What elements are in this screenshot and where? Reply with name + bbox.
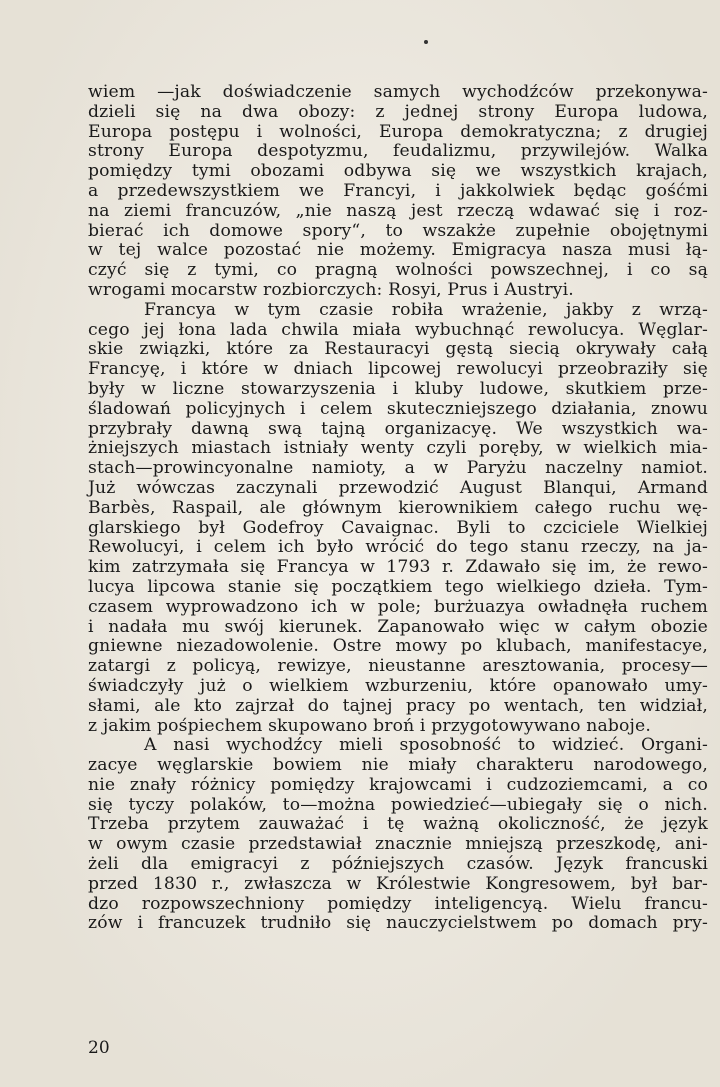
text-line: dzo rozpowszechniony pomiędzy inteligencyą. Wielu francu-: [88, 893, 708, 914]
text-line: lucya lipcowa stanie się początkiem tego wielkiego dzieła. Tym-: [88, 576, 708, 597]
text-line: pomiędzy tymi obozami odbywa się we wszystkich krajach,: [88, 161, 708, 182]
text-line: żeli dla emigracyi z późniejszych czasów. Język francuski: [88, 854, 708, 875]
text-line: a przedewszystkiem we Francyi, i jakkolwiek będąc gośćmi: [88, 180, 708, 201]
text-line: A nasi wychodźcy mieli sposobność to widzieć. Organi-: [144, 735, 708, 756]
text-line: żniejszych miastach istniały wenty czyli poręby, w wielkich mia-: [88, 438, 708, 459]
body-text: [88, 83, 708, 934]
text-line: zów i francuzek trudniło się nauczycielstwem po domach pry-: [88, 913, 708, 934]
text-line: gniewne niezadowolenie. Ostre mowy po klubach, manifestacye,: [88, 636, 708, 657]
text-line: zatargi z policyą, rewizye, nieustanne aresztowania, procesy—: [88, 656, 708, 677]
text-line: słami, ale kto zajrzał do tajnej pracy po wentach, ten widział,: [88, 695, 708, 716]
text-line: Europa postępu i wolności, Europa demokratyczna; z drugiej: [88, 121, 708, 142]
page-number: 20: [88, 1038, 110, 1058]
text-line: Francya w tym czasie robiła wrażenie, jakby z wrzą-: [144, 299, 708, 320]
text-line: Barbès, Raspail, ale głównym kierownikiem całego ruchu wę-: [88, 497, 708, 518]
text-line: glarskiego był Godefroy Cavaignac. Byli to czciciele Wielkiej: [88, 517, 708, 538]
text-line: z jakim pośpiechem skupowano broń i przygotowywano naboje.: [88, 715, 651, 736]
ink-speck: [424, 40, 428, 44]
text-line: Rewolucyi, i celem ich było wrócić do tego stanu rzeczy, na ja-: [88, 537, 708, 558]
text-line: skie związki, które za Restauracyi gęstą siecią okrywały całą: [88, 339, 708, 360]
text-line: były w liczne stowarzyszenia i kluby ludowe, skutkiem prze-: [88, 378, 708, 399]
text-line: Trzeba przytem zauważać i tę ważną okoliczność, że język: [88, 814, 708, 835]
text-line: czasem wyprowadzono ich w pole; burżuazya owładnęła ruchem: [88, 596, 708, 617]
text-line: bierać ich domowe spory“, to wszakże zupełnie obojętnymi: [88, 220, 708, 241]
text-line: nie znały różnicy pomiędzy krajowcami i cudzoziemcami, a co: [88, 774, 708, 795]
text-line: śladowań policyjnych i celem skuteczniejszego działania, znowu: [88, 398, 708, 419]
text-line: się tyczy polaków, to—można powiedzieć—ubiegały się o nich.: [88, 794, 708, 815]
text-line: zacye węglarskie bowiem nie miały charakteru narodowego,: [88, 755, 708, 776]
text-line: Już wówczas zaczynali przewodzić August Blanqui, Armand: [88, 477, 708, 498]
text-line: w tej walce pozostać nie możemy. Emigracya nasza musi łą-: [88, 240, 708, 261]
text-line: i nadała mu swój kierunek. Zapanowało więc w całym obozie: [88, 616, 708, 637]
text-line: czyć się z tymi, co pragną wolności powszechnej, i co są: [88, 260, 708, 281]
text-line: świadczyły już o wielkiem wzburzeniu, które opanowało umy-: [88, 675, 708, 696]
text-line: stach—prowincyonalne namioty, a w Paryżu naczelny namiot.: [88, 458, 708, 479]
text-line: przed 1830 r., zwłaszcza w Królestwie Kongresowem, był bar-: [88, 873, 708, 894]
text-line: na ziemi francuzów, „nie naszą jest rzeczą wdawać się i roz-: [88, 200, 708, 221]
text-line: przybrały dawną swą tajną organizacyę. We wszystkich wa-: [88, 418, 708, 439]
text-line: w owym czasie przedstawiał znacznie mniejszą przeszkodę, ani-: [88, 834, 708, 855]
text-line: dzieli się na dwa obozy: z jednej strony Europa ludowa,: [88, 101, 708, 122]
text-line: cego jej łona lada chwila miała wybuchnąć rewolucya. Węglar-: [88, 319, 708, 340]
text-line: kim zatrzymała się Francya w 1793 r. Zdawało się im, że rewo-: [88, 557, 708, 578]
text-line: wrogami mocarstw rozbiorczych: Rosyi, Prus i Austryi.: [88, 279, 574, 300]
text-line: wiem —jak doświadczenie samych wychodźców przekonywa-: [88, 82, 708, 102]
text-line: Francyę, i które w dniach lipcowej rewolucyi przeobraziły się: [88, 359, 708, 380]
text-line: strony Europa despotyzmu, feudalizmu, przywilejów. Walka: [88, 141, 708, 162]
